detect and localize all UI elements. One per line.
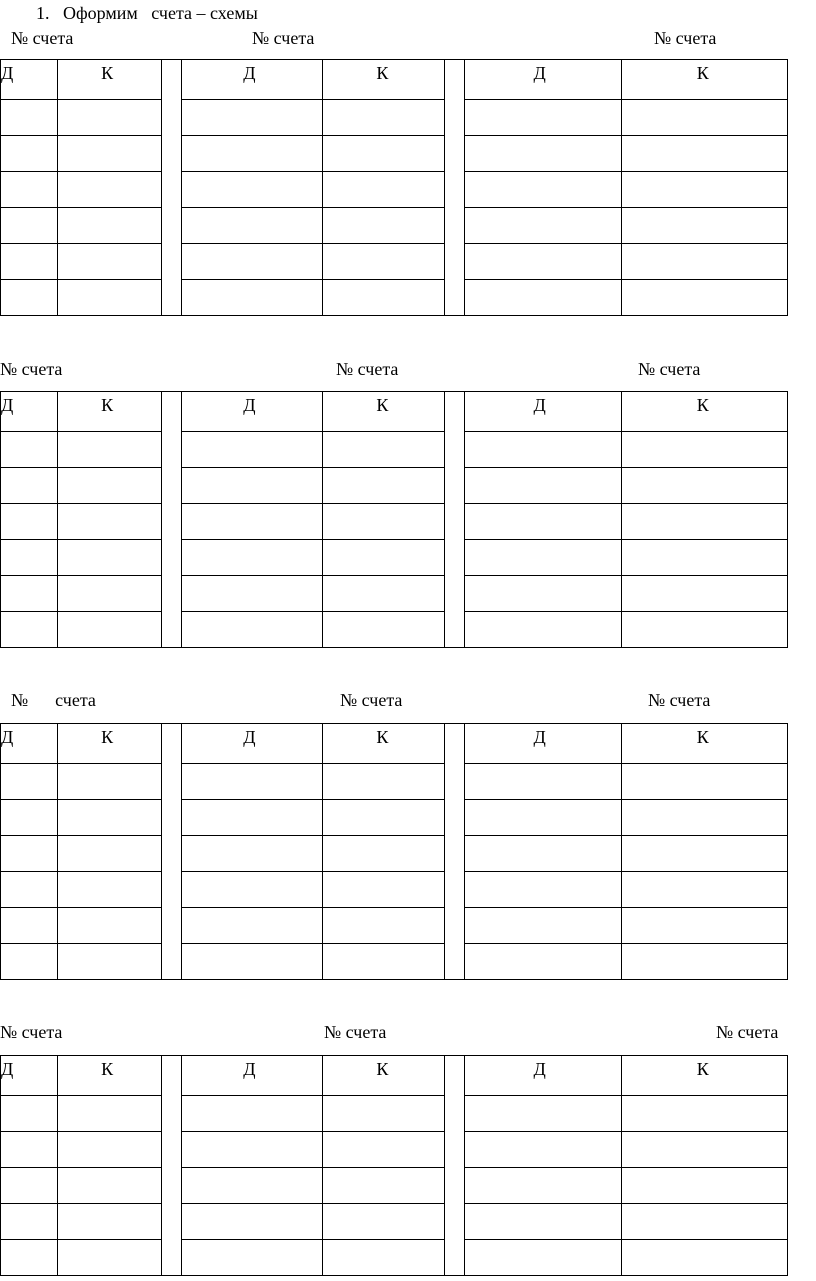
entry-cell[interactable]: [464, 432, 621, 468]
entry-cell[interactable]: [58, 612, 162, 648]
entry-cell[interactable]: [464, 136, 621, 172]
credit-header: К: [621, 60, 787, 100]
entry-cell[interactable]: [621, 1168, 787, 1204]
credit-header: К: [58, 724, 162, 764]
entry-cell[interactable]: [621, 208, 787, 244]
debit-header: Д: [1, 392, 58, 432]
entry-cell[interactable]: [621, 612, 787, 648]
credit-header: К: [323, 392, 444, 432]
entry-cell[interactable]: [621, 1204, 787, 1240]
entry-cell[interactable]: [182, 100, 323, 136]
entry-cell[interactable]: [621, 136, 787, 172]
heading-text: Оформим счета – схемы: [63, 3, 258, 23]
entry-cell[interactable]: [621, 244, 787, 280]
entry-cell[interactable]: [621, 432, 787, 468]
debit-header: Д: [182, 1056, 323, 1096]
debit-header: Д: [464, 60, 621, 100]
column-gap: [444, 1056, 464, 1276]
entry-cell[interactable]: [464, 764, 621, 800]
entry-cell[interactable]: [1, 908, 58, 944]
entry-cell[interactable]: [323, 800, 444, 836]
table-row: [1, 872, 788, 908]
table-row: [1, 136, 788, 172]
entry-cell[interactable]: [323, 944, 444, 980]
debit-header: Д: [464, 1056, 621, 1096]
t-account-table-block-4: [0, 1055, 788, 1276]
table-row: [1, 432, 788, 468]
table-row: [1, 1168, 788, 1204]
entry-cell[interactable]: [1, 800, 58, 836]
entry-cell[interactable]: [58, 908, 162, 944]
table-row: [1, 244, 788, 280]
debit-header: Д: [464, 392, 621, 432]
debit-header: Д: [1, 60, 58, 100]
entry-cell[interactable]: [58, 432, 162, 468]
column-gap: [162, 724, 182, 980]
credit-header: К: [58, 1056, 162, 1096]
entry-cell[interactable]: [323, 1132, 444, 1168]
entry-cell[interactable]: [182, 576, 323, 612]
entry-cell[interactable]: [182, 540, 323, 576]
entry-cell[interactable]: [1, 1096, 58, 1132]
entry-cell[interactable]: [182, 1096, 323, 1132]
entry-cell[interactable]: [323, 1204, 444, 1240]
entry-cell[interactable]: [58, 1096, 162, 1132]
entry-cell[interactable]: [464, 944, 621, 980]
entry-cell[interactable]: [182, 908, 323, 944]
entry-cell[interactable]: [1, 504, 58, 540]
entry-cell[interactable]: [1, 280, 58, 316]
entry-cell[interactable]: [464, 800, 621, 836]
entry-cell[interactable]: [1, 1240, 58, 1276]
table-row: [1, 100, 788, 136]
table-header-row: [1, 724, 788, 764]
entry-cell[interactable]: [58, 540, 162, 576]
t-account-table-block-1: [0, 59, 788, 316]
table-row: [1, 172, 788, 208]
entry-cell[interactable]: [621, 872, 787, 908]
table-row: [1, 944, 788, 980]
entry-cell[interactable]: [464, 504, 621, 540]
entry-cell[interactable]: [182, 1168, 323, 1204]
entry-cell[interactable]: [323, 1096, 444, 1132]
entry-cell[interactable]: [58, 208, 162, 244]
entry-cell[interactable]: [182, 244, 323, 280]
entry-cell[interactable]: [323, 836, 444, 872]
credit-header: К: [621, 1056, 787, 1096]
entry-cell[interactable]: [464, 540, 621, 576]
entry-cell[interactable]: [621, 764, 787, 800]
table-header-row: [1, 1056, 788, 1096]
entry-cell[interactable]: [58, 504, 162, 540]
account-number-label: № счета: [340, 690, 403, 710]
entry-cell[interactable]: [182, 944, 323, 980]
table-row: [1, 1240, 788, 1276]
entry-cell[interactable]: [1, 432, 58, 468]
debit-header: Д: [182, 724, 323, 764]
entry-cell[interactable]: [1, 612, 58, 648]
entry-cell[interactable]: [1, 1204, 58, 1240]
entry-cell[interactable]: [182, 872, 323, 908]
entry-cell[interactable]: [621, 800, 787, 836]
credit-header: К: [58, 60, 162, 100]
entry-cell[interactable]: [182, 800, 323, 836]
entry-cell[interactable]: [621, 1096, 787, 1132]
entry-cell[interactable]: [464, 908, 621, 944]
entry-cell[interactable]: [323, 1168, 444, 1204]
entry-cell[interactable]: [58, 172, 162, 208]
entry-cell[interactable]: [1, 100, 58, 136]
entry-cell[interactable]: [58, 1240, 162, 1276]
entry-cell[interactable]: [621, 1240, 787, 1276]
entry-cell[interactable]: [182, 836, 323, 872]
entry-cell[interactable]: [58, 280, 162, 316]
credit-header: К: [323, 1056, 444, 1096]
account-number-label: № счета: [0, 359, 63, 379]
entry-cell[interactable]: [621, 172, 787, 208]
entry-cell[interactable]: [464, 100, 621, 136]
debit-header: Д: [1, 724, 58, 764]
entry-cell[interactable]: [58, 800, 162, 836]
credit-header: К: [58, 392, 162, 432]
entry-cell[interactable]: [182, 280, 323, 316]
page-heading: [36, 3, 258, 24]
entry-cell[interactable]: [1, 576, 58, 612]
entry-cell[interactable]: [621, 504, 787, 540]
table-row: [1, 504, 788, 540]
entry-cell[interactable]: [464, 280, 621, 316]
entry-cell[interactable]: [621, 100, 787, 136]
entry-cell[interactable]: [464, 468, 621, 504]
account-number-label: № счета: [0, 1022, 63, 1042]
entry-cell[interactable]: [58, 1132, 162, 1168]
entry-cell[interactable]: [1, 540, 58, 576]
column-gap: [444, 724, 464, 980]
entry-cell[interactable]: [464, 836, 621, 872]
entry-cell[interactable]: [464, 872, 621, 908]
entry-cell[interactable]: [621, 944, 787, 980]
column-gap: [162, 392, 182, 648]
column-gap: [444, 60, 464, 316]
entry-cell[interactable]: [58, 136, 162, 172]
entry-cell[interactable]: [464, 1240, 621, 1276]
table-row: [1, 1096, 788, 1132]
entry-cell[interactable]: [464, 1096, 621, 1132]
entry-cell[interactable]: [1, 136, 58, 172]
entry-cell[interactable]: [182, 764, 323, 800]
credit-header: К: [323, 724, 444, 764]
entry-cell[interactable]: [464, 208, 621, 244]
entry-cell[interactable]: [58, 576, 162, 612]
entry-cell[interactable]: [464, 576, 621, 612]
entry-cell[interactable]: [323, 1240, 444, 1276]
entry-cell[interactable]: [1, 1132, 58, 1168]
entry-cell[interactable]: [182, 504, 323, 540]
account-number-label: № счета: [11, 690, 96, 710]
entry-cell[interactable]: [182, 1132, 323, 1168]
entry-cell[interactable]: [323, 100, 444, 136]
entry-cell[interactable]: [182, 208, 323, 244]
table-header-row: [1, 60, 788, 100]
table-header-row: [1, 392, 788, 432]
entry-cell[interactable]: [182, 172, 323, 208]
entry-cell[interactable]: [58, 944, 162, 980]
entry-cell[interactable]: [323, 504, 444, 540]
entry-cell[interactable]: [58, 244, 162, 280]
table-row: [1, 764, 788, 800]
table-row: [1, 1204, 788, 1240]
t-account-table-block-2: [0, 391, 788, 648]
entry-cell[interactable]: [1, 244, 58, 280]
entry-cell[interactable]: [1, 944, 58, 980]
table-row: [1, 800, 788, 836]
column-gap: [162, 1056, 182, 1276]
entry-cell[interactable]: [58, 1168, 162, 1204]
entry-cell[interactable]: [323, 280, 444, 316]
entry-cell[interactable]: [323, 540, 444, 576]
credit-header: К: [323, 60, 444, 100]
debit-header: Д: [182, 60, 323, 100]
entry-cell[interactable]: [323, 872, 444, 908]
debit-header: Д: [464, 724, 621, 764]
entry-cell[interactable]: [1, 208, 58, 244]
entry-cell[interactable]: [621, 908, 787, 944]
entry-cell[interactable]: [323, 244, 444, 280]
credit-header: К: [621, 392, 787, 432]
entry-cell[interactable]: [464, 1168, 621, 1204]
entry-cell[interactable]: [182, 432, 323, 468]
entry-cell[interactable]: [1, 172, 58, 208]
entry-cell[interactable]: [621, 280, 787, 316]
entry-cell[interactable]: [182, 1240, 323, 1276]
entry-cell[interactable]: [182, 612, 323, 648]
entry-cell[interactable]: [182, 1204, 323, 1240]
column-gap: [444, 392, 464, 648]
account-number-label: № счета: [336, 359, 399, 379]
entry-cell[interactable]: [621, 836, 787, 872]
entry-cell[interactable]: [1, 1168, 58, 1204]
entry-cell[interactable]: [1, 468, 58, 504]
heading-number: 1.: [36, 3, 50, 23]
entry-cell[interactable]: [323, 612, 444, 648]
entry-cell[interactable]: [58, 872, 162, 908]
entry-cell[interactable]: [323, 908, 444, 944]
entry-cell[interactable]: [464, 1204, 621, 1240]
table-row: [1, 612, 788, 648]
entry-cell[interactable]: [58, 764, 162, 800]
entry-cell[interactable]: [464, 244, 621, 280]
table-row: [1, 208, 788, 244]
entry-cell[interactable]: [323, 764, 444, 800]
account-number-label: № счета: [648, 690, 711, 710]
account-number-label: № счета: [638, 359, 701, 379]
account-number-label: № счета: [11, 28, 74, 48]
entry-cell[interactable]: [1, 872, 58, 908]
account-number-label: № счета: [716, 1022, 779, 1042]
account-number-label: № счета: [654, 28, 717, 48]
credit-header: К: [621, 724, 787, 764]
entry-cell[interactable]: [323, 208, 444, 244]
table-row: [1, 468, 788, 504]
entry-cell[interactable]: [1, 764, 58, 800]
entry-cell[interactable]: [621, 576, 787, 612]
table-row: [1, 1132, 788, 1168]
entry-cell[interactable]: [58, 468, 162, 504]
entry-cell[interactable]: [323, 172, 444, 208]
entry-cell[interactable]: [58, 836, 162, 872]
account-number-label: № счета: [324, 1022, 387, 1042]
entry-cell[interactable]: [58, 1204, 162, 1240]
table-row: [1, 576, 788, 612]
account-number-label: № счета: [252, 28, 315, 48]
table-row: [1, 540, 788, 576]
entry-cell[interactable]: [323, 432, 444, 468]
entry-cell[interactable]: [621, 1132, 787, 1168]
entry-cell[interactable]: [1, 836, 58, 872]
entry-cell[interactable]: [323, 136, 444, 172]
table-row: [1, 908, 788, 944]
table-row: [1, 836, 788, 872]
entry-cell[interactable]: [464, 612, 621, 648]
entry-cell[interactable]: [323, 468, 444, 504]
table-row: [1, 280, 788, 316]
entry-cell[interactable]: [182, 468, 323, 504]
t-account-table-block-3: [0, 723, 788, 980]
debit-header: Д: [1, 1056, 58, 1096]
debit-header: Д: [182, 392, 323, 432]
column-gap: [162, 60, 182, 316]
entry-cell[interactable]: [621, 540, 787, 576]
entry-cell[interactable]: [323, 576, 444, 612]
entry-cell[interactable]: [621, 468, 787, 504]
entry-cell[interactable]: [58, 100, 162, 136]
entry-cell[interactable]: [182, 136, 323, 172]
entry-cell[interactable]: [464, 172, 621, 208]
entry-cell[interactable]: [464, 1132, 621, 1168]
